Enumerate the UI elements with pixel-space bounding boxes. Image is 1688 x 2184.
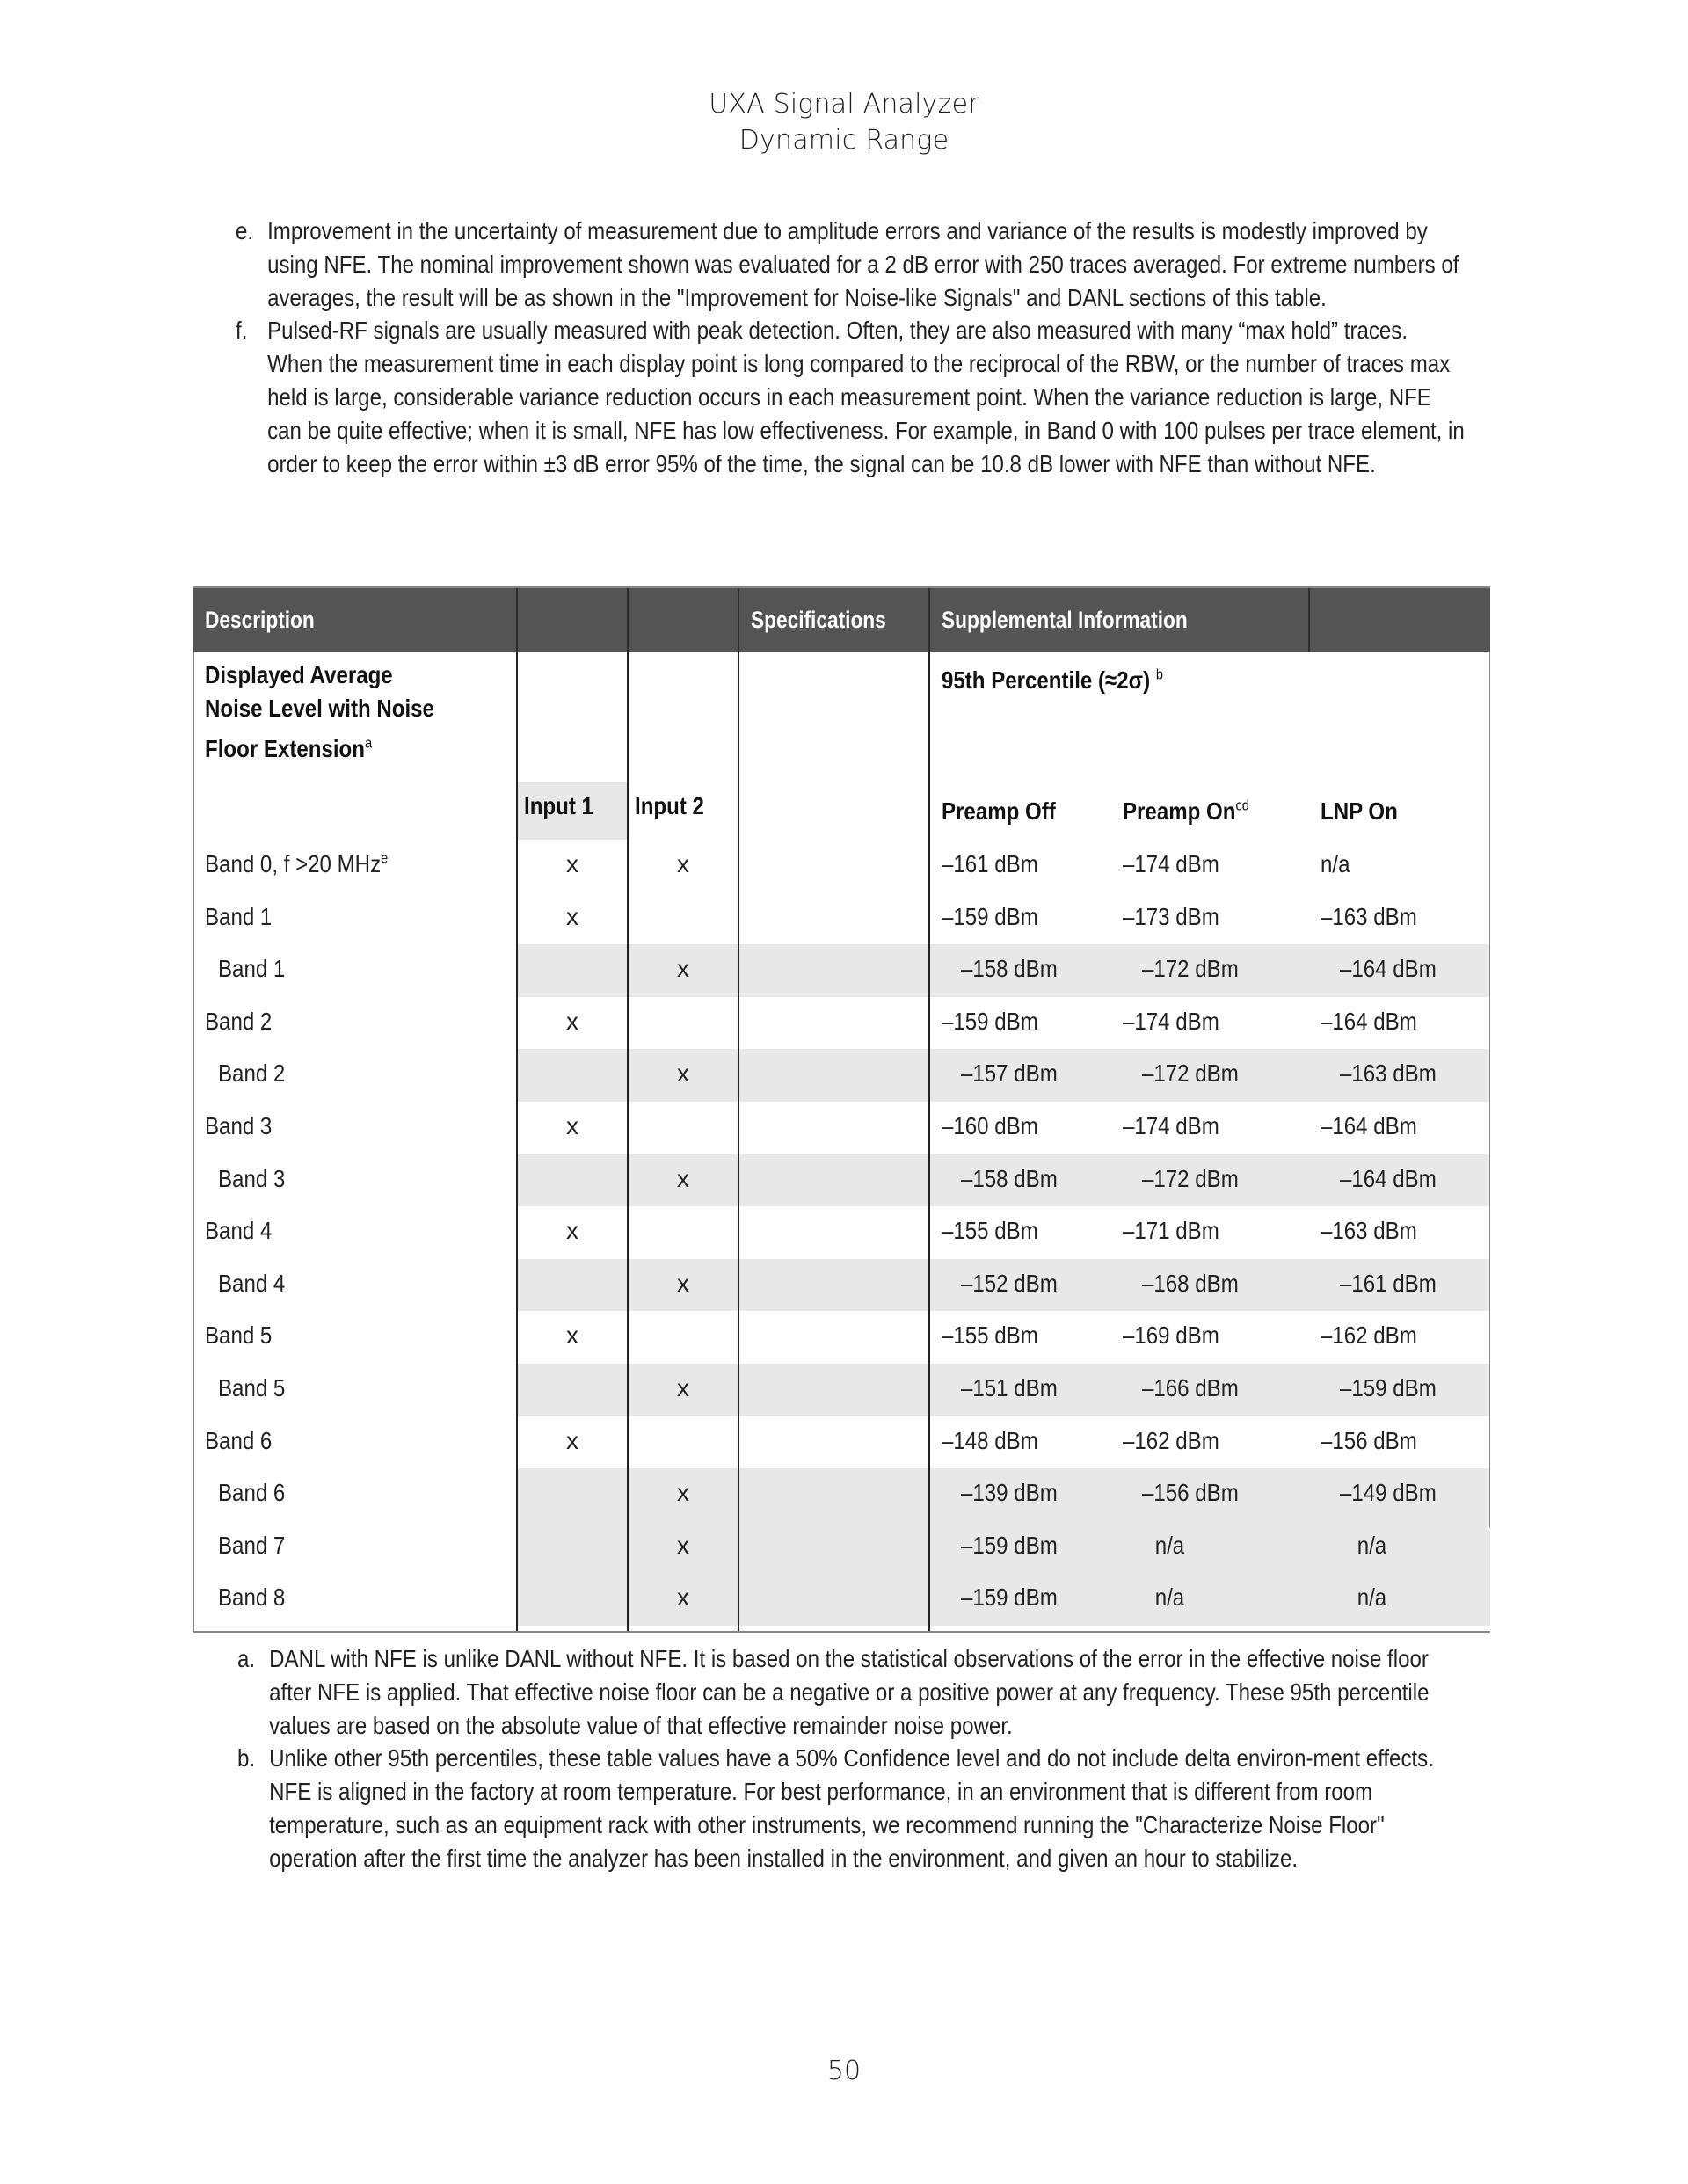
col-supplemental: Supplemental Information (942, 607, 1188, 633)
preamp-on-value: –156 dBm (1142, 1479, 1239, 1507)
preamp-on-value: –172 dBm (1142, 955, 1239, 983)
table-left-border (193, 652, 194, 1633)
subheader-preamp-on: Preamp $On^{cd}$ (1123, 797, 1249, 825)
band-label: Band 1 (218, 955, 286, 983)
band-label: Band 6 (218, 1479, 286, 1507)
lnp-on-value: –159 dBm (1340, 1374, 1437, 1401)
band-label: Band 4 (218, 1269, 286, 1297)
preamp-off-value: –155 dBm (942, 1217, 1038, 1245)
input2-mark: x (677, 1269, 689, 1297)
band-label: Band 2 (218, 1059, 286, 1088)
band-label: Band 3 (218, 1164, 286, 1192)
percentile-label: 95th Percentile (≈2σ) $^b$ (942, 666, 1163, 694)
col-input2 (629, 588, 738, 652)
preamp-off-value: –158 dBm (961, 955, 1058, 983)
footnote-f (236, 314, 1466, 480)
lnp-on-value: n/a (1357, 1583, 1386, 1612)
preamp-on-value: –174 dBm (1123, 1112, 1219, 1139)
lnp-on-value: –156 dBm (1321, 1426, 1417, 1454)
band-label: Band 1 (205, 902, 273, 930)
column-divider (928, 652, 930, 1633)
input2-mark: x (677, 1164, 689, 1192)
lnp-on-value: –163 dBm (1321, 902, 1417, 930)
band-label: Band 5 (218, 1374, 286, 1401)
input2-mark: x (677, 1583, 689, 1612)
band-label: Band 4 (205, 1217, 273, 1245)
input2-mark: x (677, 1531, 689, 1559)
lnp-on-value: –162 dBm (1321, 1321, 1417, 1350)
band-label: Band 0, f >20 MHz$^e$ (205, 849, 389, 877)
input1-mark: x (566, 1321, 578, 1350)
input2-mark: x (677, 955, 689, 983)
subheader-input2: Input 2 (635, 792, 704, 819)
footnote-text: DANL with NFE is unlike DANL without NFE. It is based on the statistical observations of the error in the effective noise floor after NFE is applied. That effective noise floor can be a negative or a positive power at any frequency. These 95th percentile values are based on the absolute value of that effective remainder noise power. (269, 1645, 1430, 1739)
lnp-on-value: –164 dBm (1321, 1007, 1417, 1035)
column-divider (738, 652, 739, 1633)
input1-mark: x (566, 850, 578, 877)
preamp-on-value: –172 dBm (1142, 1164, 1239, 1192)
column-divider (516, 652, 518, 1633)
preamp-off-value: –152 dBm (961, 1269, 1058, 1297)
col-extra (1310, 588, 1490, 652)
preamp-on-value: –174 dBm (1123, 850, 1219, 877)
page-number: 50 (826, 2056, 862, 2086)
preamp-off-value: –161 dBm (942, 850, 1038, 877)
document-title: UXA Signal Analyzer (709, 89, 979, 120)
preamp-on-value: –169 dBm (1123, 1321, 1219, 1350)
preamp-off-value: –159 dBm (961, 1583, 1058, 1612)
preamp-off-value: –159 dBm (942, 902, 1038, 930)
footnote-text: Pulsed-RF signals are usually measured with peak detection. Often, they are also measured with many “max hold” traces. When the measurement time in each display point is long compared to the reciprocal of the RBW, or the number of traces max held is large, considerable variance reduction occurs in each measurement point. When the variance reduction is large, NFE can be quite effective; when it is small, NFE has low effectiveness. For example, in Band 0 with 100 pulses per trace element, in order to keep the error within ±3 dB error 95% of the time, the signal can be 10.8 dB lower with NFE than without NFE. (267, 317, 1465, 477)
preamp-on-value: –166 dBm (1142, 1374, 1239, 1401)
lnp-on-value: –164 dBm (1321, 1112, 1417, 1139)
preamp-off-value: –160 dBm (942, 1112, 1038, 1139)
footnote-text: Unlike other 95th percentiles, these table values have a 50% Confidence level and do not include delta environ-ment effects. NFE is aligned in the factory at room temperature. For best performance, in an environment that is different from room temperature, such as an equipment rack with other instruments, we recommend running the "Characterize Noise Floor" operation after the first time the analyzer has been installed in the environment, and given an hour to stabilize. (269, 1744, 1434, 1872)
preamp-on-value: –168 dBm (1142, 1269, 1239, 1297)
footnote-b (237, 1742, 1468, 1875)
input2-mark: x (677, 850, 689, 877)
preamp-on-value: –171 dBm (1123, 1217, 1219, 1245)
preamp-off-value: –148 dBm (942, 1426, 1038, 1454)
lnp-on-value: n/a (1357, 1531, 1386, 1559)
preamp-on-value: n/a (1154, 1583, 1184, 1612)
footnote-label: a. (237, 1645, 256, 1672)
band-label: Band 6 (205, 1426, 273, 1454)
footnote-label: e. (236, 217, 254, 244)
input2-mark: x (677, 1479, 689, 1507)
input1-mark: x (566, 1217, 578, 1245)
lnp-on-value: –164 dBm (1340, 955, 1437, 983)
col-specifications: Specifications (751, 607, 886, 633)
preamp-on-value: n/a (1154, 1531, 1184, 1559)
lnp-on-value: –164 dBm (1340, 1164, 1437, 1192)
lnp-on-value: –163 dBm (1340, 1059, 1437, 1088)
footnote-label: f. (236, 317, 248, 345)
preamp-off-value: –158 dBm (961, 1164, 1058, 1192)
preamp-off-value: –157 dBm (961, 1059, 1058, 1088)
lnp-on-value: n/a (1321, 850, 1350, 877)
preamp-on-value: –162 dBm (1123, 1426, 1219, 1454)
lnp-on-value: –149 dBm (1340, 1479, 1437, 1507)
preamp-on-value: –172 dBm (1142, 1059, 1239, 1088)
footnote-e (236, 215, 1466, 314)
subheader-input1: Input 1 (524, 792, 593, 819)
band-label: Band 8 (218, 1583, 286, 1612)
footnote-a (237, 1642, 1468, 1742)
preamp-off-value: –151 dBm (961, 1374, 1058, 1401)
band-label: Band 2 (205, 1007, 273, 1035)
page-header (0, 86, 1688, 158)
preamp-off-value: –139 dBm (961, 1479, 1058, 1507)
footnotes-top (236, 215, 1466, 480)
preamp-off-value: –155 dBm (942, 1321, 1038, 1350)
preamp-off-value: –159 dBm (942, 1007, 1038, 1035)
column-divider (627, 652, 629, 1633)
band-label: Band 3 (205, 1112, 273, 1139)
input2-mark: x (677, 1374, 689, 1401)
lnp-on-value: –161 dBm (1340, 1269, 1437, 1297)
subheader-lnp-on: LNP On (1321, 797, 1398, 825)
danl-nfe-table (193, 586, 1490, 1633)
section-title-cell: Displayed Average Noise Level with Noise Floor Extension$^a$ (205, 661, 434, 762)
footnotes-bottom (237, 1642, 1468, 1875)
footnote-text: Improvement in the uncertainty of measurement due to amplitude errors and variance of the results is modestly improved by using NFE. The nominal improvement shown was evaluated for a 2 dB error with 250 traces averaged. For extreme numbers of averages, the result will be as shown in the "Improvement for Noise-like Signals" and DANL sections of this table. (267, 217, 1459, 311)
preamp-off-value: –159 dBm (961, 1531, 1058, 1559)
table-body (193, 652, 1490, 1633)
col-description: Description (205, 607, 315, 633)
col-input1 (518, 588, 627, 652)
table-header (193, 586, 1490, 652)
band-label: Band 5 (205, 1321, 273, 1350)
subheader-preamp-off: Preamp Off (942, 797, 1056, 825)
input1-mark: x (566, 1007, 578, 1035)
input1-mark: x (566, 1426, 578, 1454)
table-bottom-border (193, 1631, 1490, 1633)
band-label: Band 7 (218, 1531, 286, 1559)
input1-mark: x (566, 1112, 578, 1139)
preamp-on-value: –173 dBm (1123, 902, 1219, 930)
input1-mark: x (566, 902, 578, 930)
lnp-on-value: –163 dBm (1321, 1217, 1417, 1245)
footnote-label: b. (237, 1744, 256, 1773)
preamp-on-value: –174 dBm (1123, 1007, 1219, 1035)
section-title: Dynamic Range (738, 125, 950, 156)
table-right-border (1489, 652, 1490, 1527)
input2-mark: x (677, 1059, 689, 1088)
